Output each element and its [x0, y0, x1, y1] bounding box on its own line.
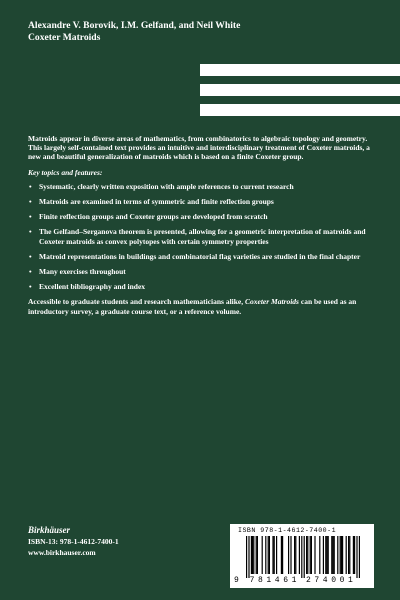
bullet-icon: •	[29, 212, 32, 222]
barcode-bar	[348, 536, 349, 574]
barcode-bar	[248, 536, 249, 578]
barcode-bar	[326, 536, 327, 574]
barcode-bar	[310, 536, 311, 574]
barcode-bar	[290, 536, 291, 574]
barcode-bar	[252, 536, 253, 574]
barcode-bar	[325, 536, 326, 574]
barcode-icon	[238, 536, 366, 578]
decorative-bar	[200, 64, 400, 76]
bullet-icon: •	[29, 227, 32, 237]
publisher-url: www.birkhauser.com	[28, 548, 96, 557]
feature-item: • Excellent bibliography and index	[29, 282, 146, 292]
barcode-bar	[311, 536, 312, 574]
barcode-bar	[332, 536, 333, 574]
bullet-icon: •	[29, 181, 32, 191]
barcode-digit: 1	[266, 576, 272, 585]
features-list	[28, 182, 376, 292]
publisher-name: Birkhäuser	[28, 525, 71, 535]
barcode-bar	[251, 536, 252, 574]
barcode-isbn-text: ISBN 978-1-4612-7400-1	[238, 527, 337, 534]
barcode-digit: 4	[274, 576, 280, 585]
feature-item: • Many exercises throughout	[29, 267, 126, 277]
publisher-block	[28, 525, 208, 558]
barcode-bar	[276, 536, 277, 574]
intro-paragraph: Matroids appear in diverse areas of mathematics, from combinatorics to algebraic topology and geometry. This largely self-contained text provides an intuitive and interdisciplinary treatment of Coxeter matroids, a new and beautiful generalization of matroids which is based on a finite Coxeter group.	[28, 134, 370, 162]
feature-item: • Systematic, clearly written exposition with ample references to current research	[29, 181, 294, 191]
feature-item: • The Gelfand–Serganova theorem is presented, allowing for a geometric interpretation of matroids and Coxeter matroids as convex polytopes with certain symmetry properties	[29, 227, 366, 246]
barcode-digit: 1	[291, 576, 297, 585]
decorative-bar	[200, 104, 400, 116]
barcode-bar	[269, 536, 270, 574]
barcode-bar	[331, 536, 332, 574]
barcode-bar	[314, 536, 315, 574]
closing-paragraph: Accessible to graduate students and research mathematicians alike, Coxeter Matroids can be used as an introductory survey, a graduate course text, or a reference volume.	[28, 297, 357, 316]
back-cover-description	[28, 134, 376, 316]
bullet-icon: •	[29, 267, 32, 277]
barcode-bar	[301, 536, 302, 578]
barcode-digit: 1	[348, 576, 353, 585]
bullet-icon: •	[29, 282, 32, 292]
barcode-digit: 4	[322, 576, 328, 585]
barcode-bar	[346, 536, 347, 574]
barcode-bar	[282, 536, 283, 574]
barcode-bar	[342, 536, 343, 574]
barcode-bar	[323, 536, 324, 574]
isbn-line: ISBN-13: 978-1-4612-7400-1	[28, 537, 119, 546]
barcode-bar	[281, 536, 282, 574]
barcode-bar	[304, 536, 305, 578]
barcode-bar	[349, 536, 350, 574]
barcode-digit: 0	[331, 576, 336, 585]
barcode-bar	[272, 536, 273, 574]
barcode-bar	[268, 536, 269, 574]
authors-line: Alexandre V. Borovik, I.M. Gelfand, and Neil White	[28, 20, 241, 31]
feature-item: • Finite reflection groups and Coxeter groups are developed from scratch	[29, 212, 268, 222]
barcode-bar	[299, 536, 300, 574]
barcode-digit: 0	[339, 576, 345, 585]
barcode-digit: 6	[283, 576, 288, 585]
barcode-bar	[256, 536, 257, 574]
barcode-bar	[307, 536, 308, 574]
barcode-bar	[262, 536, 263, 574]
closing-book-title: Coxeter Matroids	[245, 297, 299, 307]
barcode-bar	[356, 536, 357, 578]
barcode-bar	[341, 536, 342, 574]
decorative-bar	[200, 84, 400, 96]
barcode-bar	[288, 536, 289, 574]
barcode-bar	[334, 536, 335, 574]
barcode-bar	[274, 536, 275, 574]
author-title-block	[28, 20, 368, 44]
barcode-bar	[328, 536, 329, 574]
barcode-bar	[340, 536, 341, 574]
barcode-bar	[359, 536, 360, 578]
feature-item: • Matroid representations in buildings and combinatorial flag varieties are studied in the final chapter	[29, 251, 361, 261]
features-heading: Key topics and features:	[28, 167, 103, 177]
barcode-bar	[246, 536, 247, 578]
barcode-digit: 7	[314, 576, 320, 585]
barcode-digit: 2	[306, 576, 311, 585]
barcode-bar	[265, 536, 266, 574]
book-title: Coxeter Matroids	[28, 32, 101, 43]
barcode-bar	[294, 536, 295, 574]
barcode-digit: 8	[258, 576, 263, 585]
barcode-bar	[337, 536, 338, 574]
barcode-bar	[257, 536, 258, 574]
bullet-icon: •	[29, 251, 32, 261]
barcode-bar	[295, 536, 296, 574]
barcode-bar	[319, 536, 320, 574]
bullet-icon: •	[29, 197, 32, 207]
barcode-bar	[354, 536, 355, 574]
barcode-digit: 7	[249, 576, 255, 585]
barcode-bar	[253, 536, 254, 574]
barcode-digit: 9	[234, 576, 239, 585]
barcode-bar	[306, 536, 307, 574]
barcode-bar	[353, 536, 354, 574]
feature-item: • Matroids are examined in terms of symmetric and finite reflection groups	[29, 197, 274, 207]
barcode-box	[230, 524, 374, 588]
